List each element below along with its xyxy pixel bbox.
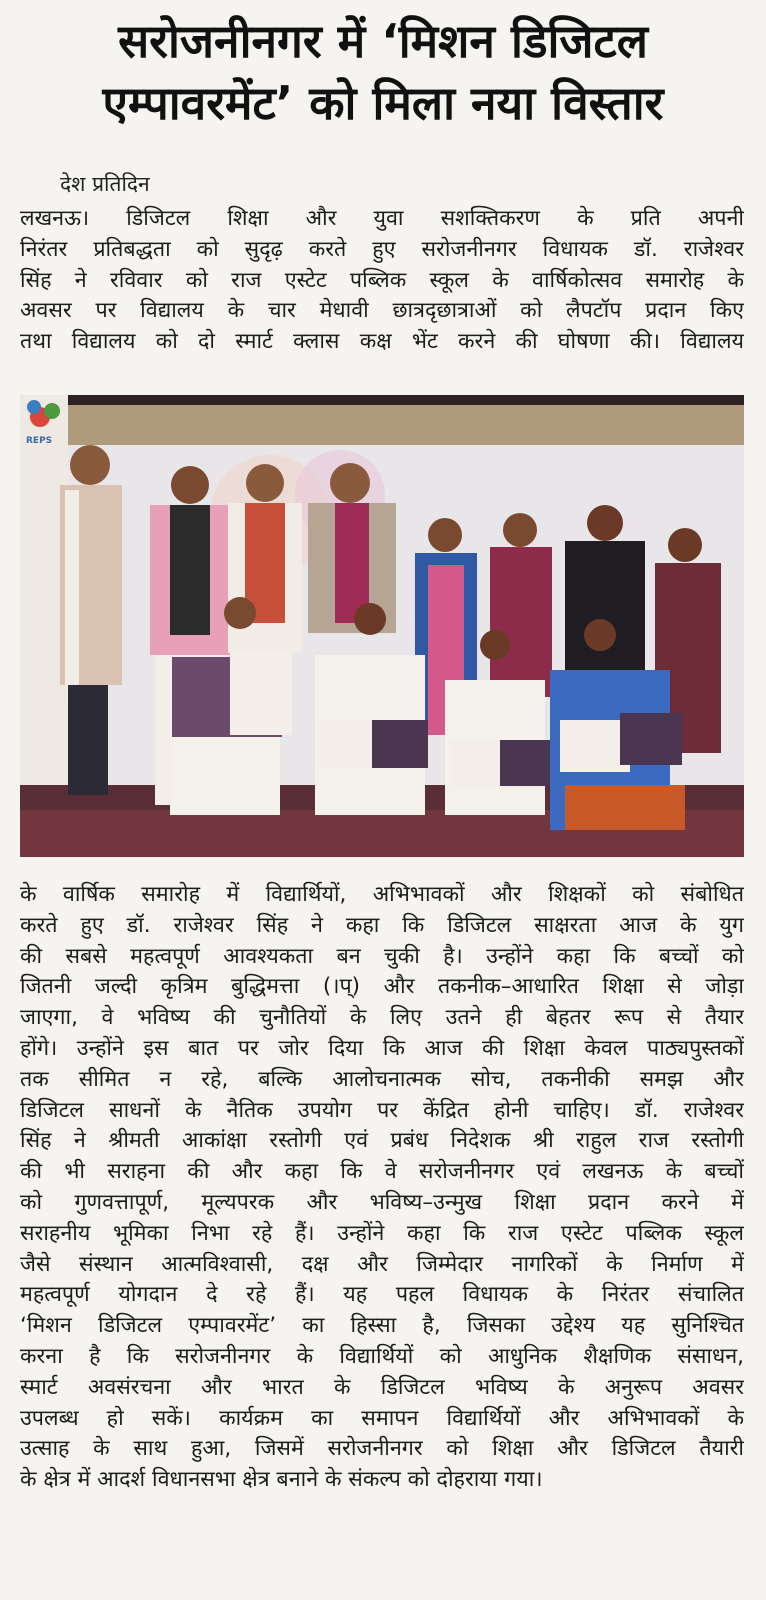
text-line: निरंतर प्रतिबद्धता को सुदृढ़ करते हुए सरोजनीनगर विधायक डॉ. राजेश्वर	[20, 236, 744, 262]
text-line: जाएगा, वे भविष्य की चुनौतियों के लिए उतने ही बेहतर रूप से तैयार	[20, 1005, 744, 1031]
text-line: की सबसे महत्वपूर्ण आवश्यकता बन चुकी है। उन्होंने कहा कि बच्चों को	[20, 943, 744, 969]
text-line: तथा विद्यालय को दो स्मार्ट क्लास कक्ष भेंट करने की घोषणा की। विद्यालय	[20, 329, 744, 355]
text-line: करते हुए डॉ. राजेश्वर सिंह ने कहा कि डिजिटल साक्षरता आज के युग	[20, 912, 744, 938]
headline-line-2: एम्पावरमेंट’ को मिला नया विस्तार	[102, 76, 664, 130]
text-line: जैसे संस्थान आत्मविश्वासी, दक्ष और जिम्मेदार नागरिकों के निर्माण में	[20, 1251, 744, 1277]
event-photo-illustration	[20, 395, 744, 857]
article-paragraph-body	[20, 880, 744, 1496]
text-line: करना है कि सरोजनीनगर के विद्यार्थियों को आधुनिक शैक्षणिक संसाधन,	[20, 1343, 744, 1369]
event-photo	[20, 395, 744, 857]
text-line: तक सीमित न रहे, बल्कि आलोचनात्मक सोच, तकनीकी समझ और	[20, 1066, 744, 1092]
headline	[14, 10, 752, 134]
text-line: स्मार्ट अवसंरचना और भारत के डिजिटल भविष्य के अनुरूप अवसर	[20, 1374, 744, 1400]
text-line: होंगे। उन्होंने इस बात पर जोर दिया कि आज की शिक्षा केवल पाठ्यपुस्तकों	[20, 1035, 744, 1061]
text-line: उत्साह के साथ हुआ, जिसमें सरोजनीनगर को शिक्षा और डिजिटल तैयारी	[20, 1436, 744, 1462]
source-credit: देश प्रतिदिन	[60, 172, 150, 196]
text-line: सिंह ने श्रीमती आकांक्षा रस्तोगी एवं प्रबंध निदेशक श्री राहुल राज रस्तोगी	[20, 1128, 744, 1154]
headline-line-1: सरोजनीनगर में ‘मिशन डिजिटल	[118, 14, 648, 68]
text-line: उपलब्ध हो सकें। कार्यक्रम का समापन विद्यार्थियों और अभिभावकों के	[20, 1405, 744, 1431]
text-line: के क्षेत्र में आदर्श विधानसभा क्षेत्र बनाने के संकल्प को दोहराया गया।	[20, 1467, 543, 1493]
text-line: को गुणवत्तापूर्ण, मूल्यपरक और भविष्य–उन्मुख शिक्षा प्रदान करने में	[20, 1189, 744, 1215]
text-line: लखनऊ। डिजिटल शिक्षा और युवा सशक्तिकरण के प्रति अपनी	[20, 206, 744, 231]
text-line: ‘मिशन डिजिटल एम्पावरमेंट’ का हिस्सा है, जिसका उद्देश्य यह सुनिश्चित	[20, 1313, 744, 1339]
text-line: के वार्षिक समारोह में विद्यार्थियों, अभिभावकों और शिक्षकों को संबोधित	[20, 882, 744, 907]
text-line: जितनी जल्दी कृत्रिम बुद्धिमत्ता (।प्) और तकनीक–आधारित शिक्षा से जोड़ा	[20, 974, 744, 1000]
text-line: की भी सराहना की और कहा कि वे सरोजनीनगर एवं लखनऊ के बच्चों	[20, 1159, 744, 1185]
photo-logo-text: REPS	[26, 436, 53, 446]
article-paragraph-intro	[20, 204, 744, 358]
text-line: महत्वपूर्ण योगदान दे रहे हैं। यह पहल विधायक के निरंतर संचालित	[20, 1282, 744, 1308]
text-line: अवसर पर विद्यालय के चार मेधावी छात्रदृछात्राओं को लैपटॉप प्रदान किए	[20, 298, 744, 324]
text-line: सराहनीय भूमिका निभा रहे हैं। उन्होंने कहा कि राज एस्टेट पब्लिक स्कूल	[20, 1220, 744, 1246]
text-line: सिंह ने रविवार को राज एस्टेट पब्लिक स्कूल के वार्षिकोत्सव समारोह के	[20, 267, 744, 293]
text-line: डिजिटल साधनों के नैतिक उपयोग पर केंद्रित होनी चाहिए। डॉ. राजेश्वर	[20, 1097, 744, 1123]
